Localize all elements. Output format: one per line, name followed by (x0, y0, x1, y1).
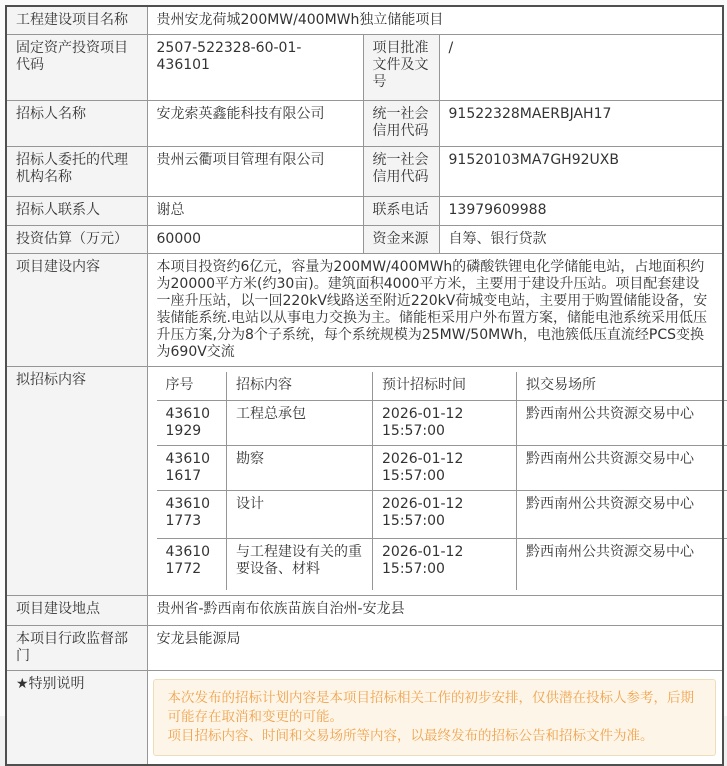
location-label: 项目建设地点 (6, 596, 147, 626)
tender-1-content: 工程总承包 (227, 400, 373, 445)
tender-2-seq: 436101617 (157, 445, 227, 490)
row-supervisor (6, 626, 723, 671)
col-header-venue: 拟交易场所 (517, 372, 727, 400)
approval-doc-label: 项目批准文件及文号 (363, 35, 439, 101)
tender-4-seq: 436101772 (157, 538, 227, 590)
row-special-note (6, 671, 723, 766)
tender-4-venue: 黔西南州公共资源交易中心 (517, 538, 727, 590)
phone-label: 联系电话 (363, 197, 439, 226)
invest-code-label: 固定资产投资项目代码 (6, 35, 147, 101)
agency-value: 贵州云衢项目管理有限公司 (147, 147, 363, 197)
row-tender-plan (6, 367, 723, 596)
tender-items-table (157, 372, 727, 590)
tender-1-seq: 436101929 (157, 400, 227, 445)
phone-value: 13979609988 (439, 197, 723, 226)
project-name-label: 工程建设项目名称 (6, 6, 147, 35)
col-header-seq: 序号 (157, 372, 227, 400)
approval-doc-value: / (439, 35, 723, 101)
special-note-cell (147, 671, 723, 766)
agency-label: 招标人委托的代理机构名称 (6, 147, 147, 197)
tender-4-content: 与工程建设有关的重要设备、材料 (227, 538, 373, 590)
construction-content-label: 项目建设内容 (6, 254, 147, 367)
estimate-label: 投资估算（万元） (6, 226, 147, 254)
row-tenderee (6, 101, 723, 147)
project-name-value: 贵州安龙荷城200MW/400MWh独立储能项目 (147, 6, 723, 35)
estimate-value: 60000 (147, 226, 363, 254)
tenderee-value: 安龙索英鑫能科技有限公司 (147, 101, 363, 147)
row-estimate (6, 226, 723, 254)
tenderee-credit-code-value: 91522328MAERBJAH17 (439, 101, 723, 147)
col-header-content: 招标内容 (227, 372, 373, 400)
agency-credit-code-value: 91520103MA7GH92UXB (439, 147, 723, 197)
tender-3-seq: 436101773 (157, 490, 227, 538)
special-note-line-1: 本次发布的招标计划内容是本项目招标相关工作的初步安排，仅供潜在投标人参考，后期可能存在取消和变更的可能。 (168, 689, 702, 727)
row-construction-content (6, 254, 723, 367)
tender-2-time: 2026-01-12 15:57:00 (373, 445, 517, 490)
tender-plan-label: 拟招标内容 (6, 367, 147, 596)
tender-3-venue: 黔西南州公共资源交易中心 (517, 490, 727, 538)
contact-label: 招标人联系人 (6, 197, 147, 226)
special-note-line-2: 项目招标内容、时间和交易场所等内容，以最终发布的招标公告和招标文件为准。 (168, 727, 702, 746)
col-header-time: 预计招标时间 (373, 372, 517, 400)
tender-2-venue: 黔西南州公共资源交易中心 (517, 445, 727, 490)
supervisor-value: 安龙县能源局 (147, 626, 723, 671)
tender-plan-cell (147, 367, 723, 596)
row-contact (6, 197, 723, 226)
tender-row-2 (157, 445, 727, 490)
tender-1-venue: 黔西南州公共资源交易中心 (517, 400, 727, 445)
tender-3-time: 2026-01-12 15:57:00 (373, 490, 517, 538)
project-info-table (5, 5, 724, 766)
tenderee-credit-code-label: 统一社会信用代码 (363, 101, 439, 147)
tender-2-content: 勘察 (227, 445, 373, 490)
tender-4-time: 2026-01-12 15:57:00 (373, 538, 517, 590)
tender-3-content: 设计 (227, 490, 373, 538)
contact-value: 谢总 (147, 197, 363, 226)
fund-source-value: 自筹、银行贷款 (439, 226, 723, 254)
location-value: 贵州省-黔西南布依族苗族自治州-安龙县 (147, 596, 723, 626)
tender-row-3 (157, 490, 727, 538)
tenderee-label: 招标人名称 (6, 101, 147, 147)
invest-code-value: 2507-522328-60-01-436101 (147, 35, 363, 101)
tender-table-header-row (157, 372, 727, 400)
agency-credit-code-label: 统一社会信用代码 (363, 147, 439, 197)
row-project-name (6, 6, 723, 35)
row-location (6, 596, 723, 626)
tender-1-time: 2026-01-12 15:57:00 (373, 400, 517, 445)
special-note-label: ★特别说明 (6, 671, 147, 766)
special-note-box (153, 679, 717, 756)
tender-row-4 (157, 538, 727, 590)
fund-source-label: 资金来源 (363, 226, 439, 254)
construction-content-value: 本项目投资约6亿元，容量为200MW/400MWh的磷酸铁锂电化学储能电站，占地面积约为20000平方米(约30亩)。建筑面积4000平方米，主要用于建设升压站。项目配套建设一座升压站，以一回220kV线路送至附近220kV荷城变电站，主要用于购置储能设备，安装储能系统.电站以从事电力交换为主。储能柜采用户外布置方案，储能电池系统采用低压升压方案,分为8个子系统，每个系统规模为25MW/50MWh，电池簇低压直流经PCS变换为690V交流 (147, 254, 723, 367)
row-invest-code (6, 35, 723, 101)
row-agency (6, 147, 723, 197)
tender-row-1 (157, 400, 727, 445)
supervisor-label: 本项目行政监督部门 (6, 626, 147, 671)
